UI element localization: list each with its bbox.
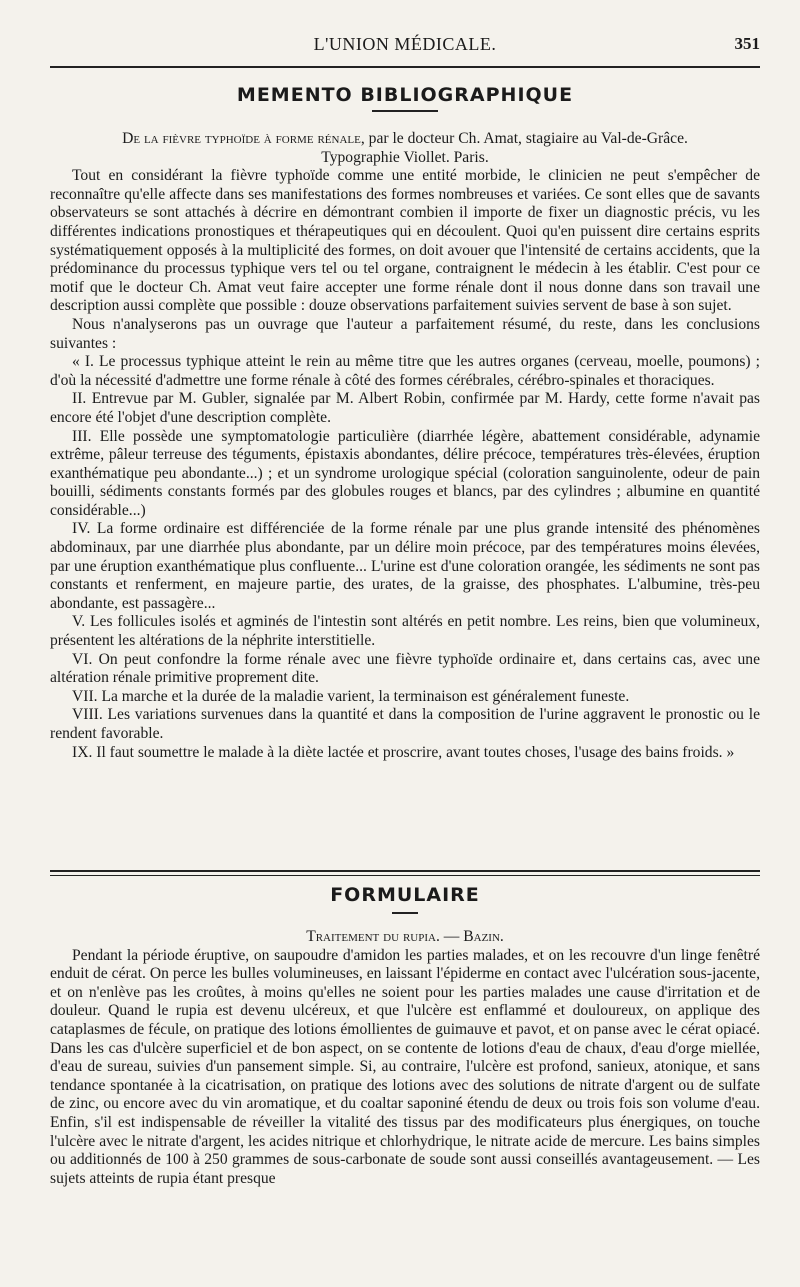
formulaire-subtitle: Traitement du rupia. — Bazin. xyxy=(306,928,504,945)
running-head xyxy=(50,34,760,60)
book-reference xyxy=(50,130,760,149)
conclusion-item: III. Elle possède une symptomatologie particulière (diarrhée légère, abattement considérable, adynamie extrême, pâleur terreuse des téguments, épistaxis abondantes, délire précoce, températures très-élevées, éruption exanthématique peu abondante...) ; et un syndrome urologique spécial (coloration sanguinolente, odeur de pain bouilli, sédiments constants formés par des globules rouges et blancs, par des cylindres ; albumine en quantité considérable...) xyxy=(50,427,760,519)
conclusion-item: IV. La forme ordinaire est différenciée de la forme rénale par une plus grande intensité des phénomènes abdominaux, par une diarrhée plus abondante, par un délire moin précoce, par des températures moins élevées, par une éruption exanthématique plus confluente... L'urine est d'une coloration orangée, les sédiments ne sont pas constants et renferment, en majeure partie, des urates, de la graisse, des phosphates. L'albumine, très-peu abondante, est passagère... xyxy=(50,520,760,612)
section-divider-top xyxy=(50,870,760,872)
book-title: De la fièvre typhoïde à forme rénale xyxy=(122,130,361,147)
header-rule xyxy=(50,66,760,68)
conclusion-item: VI. On peut confondre la forme rénale avec une fièvre typhoïde ordinaire et, dans certains cas, avec une altération rénale primitive proprement dite. xyxy=(50,650,760,687)
formulaire-title-underline xyxy=(392,912,418,914)
memento-body xyxy=(50,130,760,762)
conclusion-item: VIII. Les variations survenues dans la quantité et dans la composition de l'urine aggravent le pronostic ou le rendent favorable. xyxy=(50,706,760,742)
conclusion-item: V. Les follicules isolés et agminés de l'intestin sont altérés en petit nombre. Les reins, bien que volumineux, présentent les altérations de la néphrite interstitielle. xyxy=(50,613,760,650)
memento-paragraph: Nous n'analyserons pas un ouvrage que l'auteur a parfaitement résumé, du reste, dans les conclusions suivantes : xyxy=(50,315,760,352)
memento-section-title: MEMENTO BIBLIOGRAPHIQUE xyxy=(236,84,574,106)
journal-title: L'UNION MÉDICALE. xyxy=(313,34,497,54)
section-divider-bottom xyxy=(50,875,760,876)
formulaire-section-title: FORMULAIRE xyxy=(330,884,480,906)
memento-title-underline xyxy=(372,110,438,112)
conclusion-item: IX. Il faut soumettre le malade à la diète lactée et proscrire, avant toutes choses, l'usage des bains froids. » xyxy=(72,743,735,761)
book-author: , par le docteur Ch. Amat, stagiaire au Val-de-Grâce. xyxy=(360,130,688,147)
page-number: 351 xyxy=(734,34,760,53)
conclusion-item: II. Entrevue par M. Gubler, signalée par M. Albert Robin, confirmée par M. Hardy, cette forme n'avait pas encore été l'objet d'une description complète. xyxy=(50,390,760,426)
book-publisher: Typographie Viollet. Paris. xyxy=(321,148,489,166)
formulaire-paragraph: Pendant la période éruptive, on saupoudre d'amidon les parties malades, et on les recouvre d'un linge fenêtré enduit de cérat. On perce les bulles volumineuses, en laissant l'épiderme en contact avec l'ulcération sous-jacente, et on n'enlève pas les croûtes, à moins qu'elles ne soient pour les parties malades une cause d'irritation et de douleur. Quand le rupia est devenu ulcéreux, et que l'ulcère est enflammé et douloureux, on applique des cataplasmes de fécule, on pratique des lotions émollientes de guimauve et pavot, et on panse avec le cérat opiacé. Dans les cas d'ulcère superficiel et de bon aspect, on se contente de lotions d'eau de chaux, d'eau d'orge miellée, d'eau de sureau, suivies d'un pansement simple. Si, au contraire, l'ulcère est profond, sanieux, atonique, et sans tendance spontanée à la cicatrisation, on pratique des lotions avec des solutions de nitrate d'argent ou de sulfate de zinc, ou encore avec du vin aromatique, et du coaltar saponiné étendu de deux ou trois fois son volume d'eau. Enfin, s'il est indispensable de réveiller la vitalité des tissus par des modificateurs plus énergiques, on touche l'ulcère avec le nitrate d'argent, les acides nitrique et chlorhydrique, le nitrate acide de mercure. Les bains simples ou additionnés de 100 à 250 grammes de sous-carbonate de soude sont aussi conseillés avantageusement. — Les sujets atteints de rupia étant presque xyxy=(50,946,760,1187)
conclusion-item: VII. La marche et la durée de la maladie varient, la terminaison est généralement funeste. xyxy=(72,687,630,705)
formulaire-body xyxy=(50,928,760,1188)
memento-paragraph: Tout en considérant la fièvre typhoïde comme une entité morbide, le clinicien ne peut s'empêcher de reconnaître qu'elle affecte dans ses manifestations des formes nombreuses et variées. Ce sont elles que de savants observateurs se sont attachés à décrire en démontrant combien il importe de fixer un diagnostic précis, vu les différentes indications pronostiques et thérapeutiques qui en découlent. Quoi qu'en puissent dire certains esprits systématiquement opposés à la multiplicité des formes, on doit avouer que l'intensité de certains accidents, que la prédominance du processus typhique vers tel ou tel organe, contraignent le médecin à les établir. C'est pour ce motif que le docteur Ch. Amat veut faire accepter une forme rénale dont il nous donne dans son travail une description aussi complète que possible : douze observations parfaitement suivies servent de base à son sujet. xyxy=(50,167,760,315)
conclusion-item: « I. Le processus typhique atteint le rein au même titre que les autres organes (cerveau, moelle, poumons) ; d'où la nécessité d'admettre une forme rénale à côté des formes cérébrales, cérébro-spinales et thoraciques. xyxy=(50,353,760,389)
